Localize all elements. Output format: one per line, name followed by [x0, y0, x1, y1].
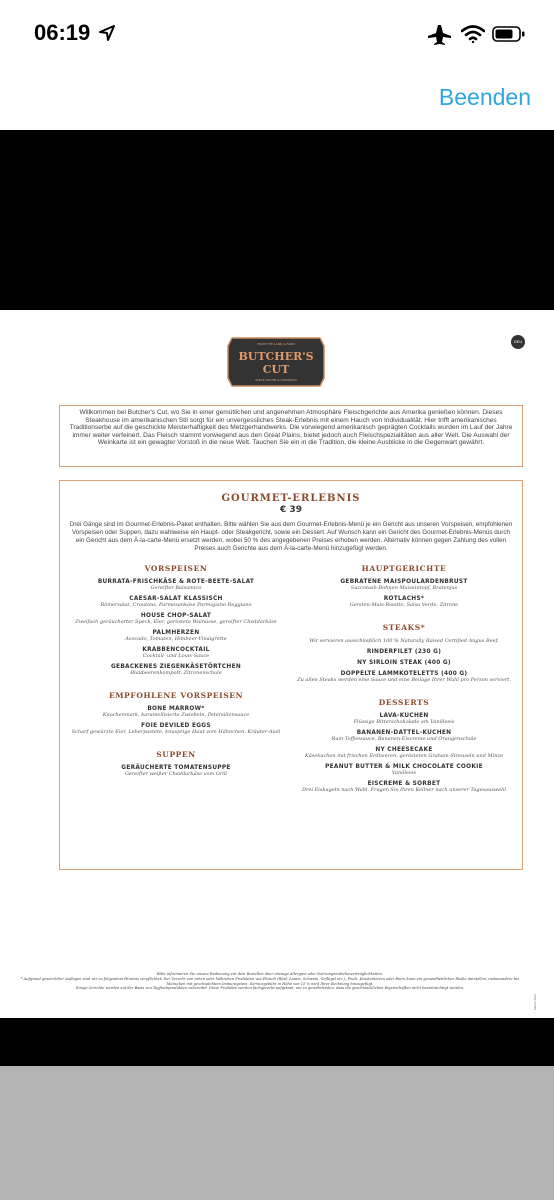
- menu-item-description: Knochenmark, karamellisierte Zwiebeln, Petersiliensauce: [102, 712, 250, 718]
- menu-item: [68, 630, 284, 642]
- footnotes: [20, 972, 520, 991]
- menu-item: [68, 579, 284, 591]
- menu-item: [296, 730, 512, 742]
- menu-item: [296, 660, 512, 666]
- menu-item: [68, 765, 284, 777]
- menu-document[interactable]: [0, 310, 554, 1018]
- menu-column-left: [68, 564, 284, 782]
- menu-item-name: BURRATA-FRISCHKÄSE & ROTE-BEETE-SALAT: [97, 579, 255, 585]
- logo-bottom-line: STEAK HOUSE & COCKTAILS: [255, 378, 297, 382]
- menu-item-name: NY CHEESECAKE: [375, 747, 433, 753]
- menu-item-name: CAESAR-SALAT KLASSISCH: [129, 596, 223, 602]
- menu-item-description: Vanilleeis: [391, 770, 417, 776]
- battery-icon: [492, 25, 526, 43]
- language-badge[interactable]: DEU: [511, 335, 525, 349]
- menu-column-right: [296, 564, 512, 798]
- menu-item: [68, 664, 284, 676]
- menu-section-heading: HAUPTGERICHTE: [361, 564, 447, 573]
- logo-top-line: FROM THE LAND & FARM: [257, 342, 295, 346]
- menu-item-name: BANANEN-DATTEL-KUCHEN: [356, 730, 452, 736]
- menu-item-description: Cocktail- und Louis-Sauce: [142, 653, 210, 659]
- menu-item: [296, 747, 512, 759]
- menu-item-name: DOPPELTE LAMMKOTELETTS (400 G): [340, 671, 468, 677]
- section-spacer: [68, 681, 284, 691]
- menu-item-name: ROTLACHS*: [383, 596, 425, 602]
- menu-item: [296, 579, 512, 591]
- section-spacer: [296, 688, 512, 698]
- menu-section-note: Wir servieren ausschließlich 100 % Naturally Raised Certified Angus Beef.: [309, 638, 499, 644]
- menu-item-name: HOUSE CHOP-SALAT: [140, 613, 212, 619]
- menu-section-heading: VORSPEISEN: [144, 564, 208, 573]
- welcome-text: Willkommen bei Butcher's Cut, wo Sie in einer gemütlichen und angenehmen Atmosphäre Fleischgerichte aus Amerika genießen können. Dieses Steakhouse im amerikanischen Stil sorgt für ein unvergessliches Steak-Erlebnis mit einem Hauch von Individualität. Hier trifft amerikanisches Traditionserbe auf die geschickte Meisterhaftigkeit des Metzgerhandwerks. Die vorwiegend amerikanisch geprägten Cocktails wurden im Lauf der Jahre immer weiter verfeinert. Das Fleisch stammt vorwiegend aus den Great Plains, bietet jedoch auch Fleischspezialitäten aus aller Welt. Die Auswahl der Weinkarte ist ein gewagter Vorstoß in die neue Welt. Tauchen Sie ein in die Tradition, die kleine Ausblicke in die Gegenwart gewährt.: [69, 409, 513, 447]
- menu-item-description: Zweifach geräucherter Speck, Eier, geröstete Walnüsse, gereifter Cheddarkäse: [75, 619, 277, 625]
- welcome-box: [59, 405, 523, 467]
- footnote-allergy: Bitte informieren Sie unsere Bedienung vor dem Bestellen über etwaige Allergien oder Nahrungsmittelunverträglichkeiten.: [156, 972, 384, 976]
- menu-item: [68, 647, 284, 659]
- menu-item-name: RINDERFILET (230 G): [366, 649, 442, 655]
- menu-item-description: Gersten-Mais-Risotto, Salsa Verde, Zitrone: [349, 602, 459, 608]
- airplane-icon: [428, 24, 452, 46]
- menu-item-name: KRABBENCOCKTAIL: [142, 647, 210, 653]
- footnote-raw-food: * Aufgrund gesetzlicher Auflagen sind wir zu folgendem Hinweis verpflichtet: Der Verzehr von rohen oder halbrohen Produkten wie Fleisch (Rind, Lamm, Schwein, Geflügel etc.), Fisch, Krustentieren oder Eiern kann ein gesundheitliches Risiko darstellen, insbesondere bei Menschen mit geschwächtem Immunsystem. Servicegebühr in Höhe von 15 % wird Ihrer Rechnung hinzugefügt.: [20, 976, 520, 986]
- menu-item: [296, 596, 512, 608]
- gourmet-menu-box: [59, 480, 523, 870]
- menu-intro: Drei Gänge sind im Gourmet-Erlebnis-Paket enthalten. Bitte wählen Sie aus dem Gourmet-Erlebnis-Menü je ein Gericht aus unseren Vorspeisen, empfohlenen Vorspeisen oder Suppen, dazu wahlweise ein Haupt- oder Steakgericht, sowie ein Dessert. Auf Wunsch kann ein Gericht des Gourmet-Erlebnis-Menüs durch ein Gericht aus dem À-la-carte-Menü ersetzt werden, wobei 50 % des angegebenen Preises erhoben werden. Alternativ können gegen Zahlung des vollen Preises auch Gerichte aus dem À-la-carte-Menü hinzugefügt werden.: [69, 521, 513, 552]
- wifi-icon: [461, 25, 485, 43]
- letterbox-top: [0, 130, 554, 310]
- menu-item: [296, 781, 512, 793]
- logo-name-line-1: BUTCHER'S: [238, 350, 314, 363]
- letterbox-bottom: [0, 1018, 554, 1066]
- status-bar: [0, 0, 554, 70]
- menu-price: € 39: [280, 505, 302, 515]
- menu-item-name: FOIE DEVILED EGGS: [141, 723, 211, 729]
- menu-item-name: GEBRATENE MAISPOULARDENBRUST: [340, 579, 468, 585]
- menu-item-description: Blaubeerenkompott, Zitronenschale: [130, 670, 222, 676]
- menu-item-description: Succotash-Bohnen-Maiseintopf, Bratenjus: [350, 585, 458, 591]
- menu-item-description: Flüssige Bitterschokolade am Vanilleeis: [353, 719, 455, 725]
- done-button[interactable]: Beenden: [438, 84, 531, 110]
- menu-item-name: GEBACKENES ZIEGENKÄSETÖRTCHEN: [111, 664, 241, 670]
- menu-title: GOURMET-ERLEBNIS: [221, 493, 361, 504]
- menu-item: [68, 596, 284, 608]
- menu-item-description: Avocado, Tomaten, Himbeer-Vinaigrette: [125, 636, 227, 642]
- menu-item-name: BONE MARROW*: [147, 706, 205, 712]
- menu-item-name: EISCREME & SORBET: [367, 781, 441, 787]
- menu-item-description: Gereifter weißer Cheddarkäse vom Grill: [124, 771, 228, 777]
- menu-item-description: Käsekuchen mit frischen Erdbeeren, gerösteten Graham-Streuseln und Minze: [304, 753, 504, 759]
- menu-item: [296, 671, 512, 683]
- butchers-cut-logo: [226, 334, 326, 390]
- menu-item-description: Zu allen Steaks werden eine Sauce und eine Beilage Ihrer Wahl pro Person serviert.: [297, 677, 511, 683]
- menu-item-description: Römersalat, Croutons, Parmesankäse Parmigiano Reggiano: [100, 602, 252, 608]
- toolbar-area: [0, 1066, 554, 1200]
- menu-item-name: LAVA-KUCHEN: [379, 713, 429, 719]
- menu-item-description: Scharf gewürzte Eier, Leberpastete, knusprige Haut vom Hähnchen, Kräuter-Aioli: [71, 729, 281, 735]
- menu-item: [296, 764, 512, 776]
- menu-item: [68, 706, 284, 718]
- logo-name-line-2: CUT: [262, 363, 290, 376]
- document-code: MENU-DEU: [533, 993, 537, 1010]
- menu-item-description: Gereifter Balsamico: [150, 585, 202, 591]
- menu-item: [68, 723, 284, 735]
- section-spacer: [296, 613, 512, 623]
- menu-item: [296, 649, 512, 655]
- status-time: 06:19: [34, 20, 91, 45]
- menu-item-name: NY SIRLOIN STEAK (400 G): [357, 660, 451, 666]
- footnote-frozen: Einige Gerichte werden auf der Basis von Tagfischprodukten zubereitet. Diese Produkte werden fachgerecht aufgetaut, um zu gewährleisten, dass die geschmacklichen Eigenschaften nicht beeinträchtigt werden.: [75, 986, 465, 991]
- menu-section-heading: STEAKS*: [382, 623, 426, 632]
- location-arrow-icon: [99, 25, 115, 41]
- menu-item-name: GERÄUCHERTE TOMATENSUPPE: [121, 765, 231, 771]
- menu-section-heading: DESSERTS: [378, 698, 430, 707]
- section-spacer: [68, 740, 284, 750]
- menu-section-heading: EMPFOHLENE VORSPEISEN: [108, 691, 244, 700]
- menu-item-name: PALMHERZEN: [152, 630, 200, 636]
- menu-item-description: Drei Eiskugeln nach Wahl. Fragen Sie Ihren Kellner nach unserer Tagesauswahl: [302, 787, 506, 793]
- menu-item-name: PEANUT BUTTER & MILK CHOCOLATE COOKIE: [325, 764, 483, 770]
- menu-item: [68, 613, 284, 625]
- menu-item: [296, 713, 512, 725]
- menu-item-description: Rum-Toffeesauce, Bananen-Eiscreme und Orangenschale: [331, 736, 477, 742]
- menu-section-heading: SUPPEN: [156, 750, 196, 759]
